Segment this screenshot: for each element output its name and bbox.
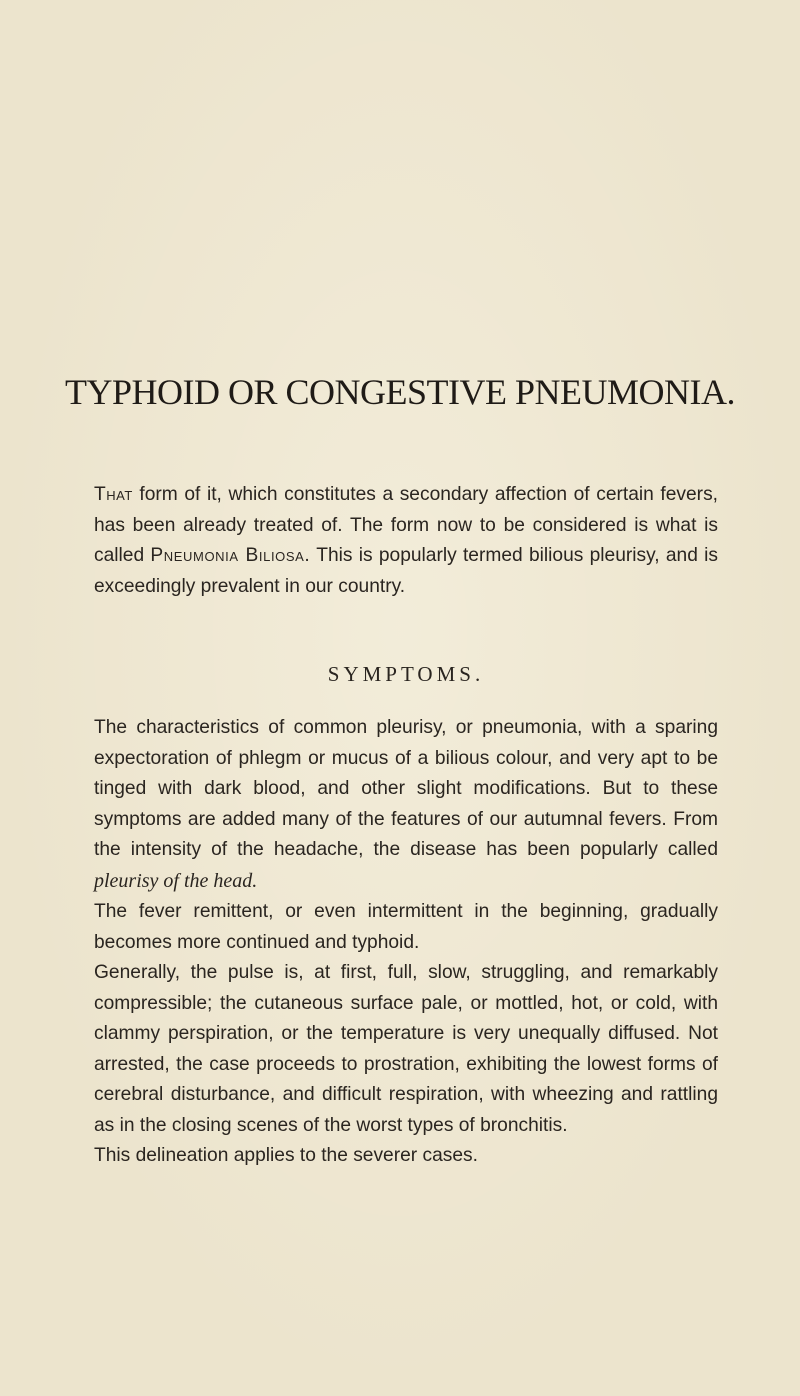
symptoms-body: [94, 713, 718, 1172]
paragraph-4: This delineation applies to the severer cases.: [94, 1145, 478, 1166]
intro-term: Pneumonia Biliosa.: [150, 545, 311, 566]
intro-text-part2: This is popularly termed bilious pleurisy, and is exceedingly prevalent in our country.: [94, 545, 718, 597]
intro-text-part1: form of it, which constitutes a secondary affection of certain fevers, has been already treated of. The form now to be considered is what is called: [94, 484, 718, 566]
paragraph-1-text: The characteristics of common pleurisy, or pneumonia, with a sparing expectoration of phlegm or mucus of a bilious colour, and very apt to be tinged with dark blood, and other slight modifications. But to these symptoms are added many of the features of our autumnal fevers. From the intensity of the headache, the disease has been popularly called: [94, 717, 718, 860]
paragraph-1: [94, 713, 718, 897]
paragraph-1-italic: pleurisy of the head.: [94, 869, 258, 892]
intro-paragraph: [94, 480, 718, 602]
section-heading: SYMPTOMS.: [327, 662, 485, 686]
paragraph-2: The fever remittent, or even intermittent in the beginning, gradually becomes more continued and typhoid.: [94, 901, 718, 953]
paragraph-3: Generally, the pulse is, at first, full, slow, struggling, and remarkably compressible; the cutaneous surface pale, or mottled, hot, or cold, with clammy perspiration, or the temperature is very unequally diffused. Not arrested, the case proceeds to prostration, exhibiting the lowest forms of cerebral disturbance, and difficult respiration, with wheezing and rattling as in the closing scenes of the worst types of bronchitis.: [94, 962, 718, 1136]
intro-text: [94, 480, 718, 602]
intro-lead-word: That: [94, 484, 133, 505]
chapter-title: TYPHOID OR CONGESTIVE PNEUMONIA.: [65, 372, 735, 412]
